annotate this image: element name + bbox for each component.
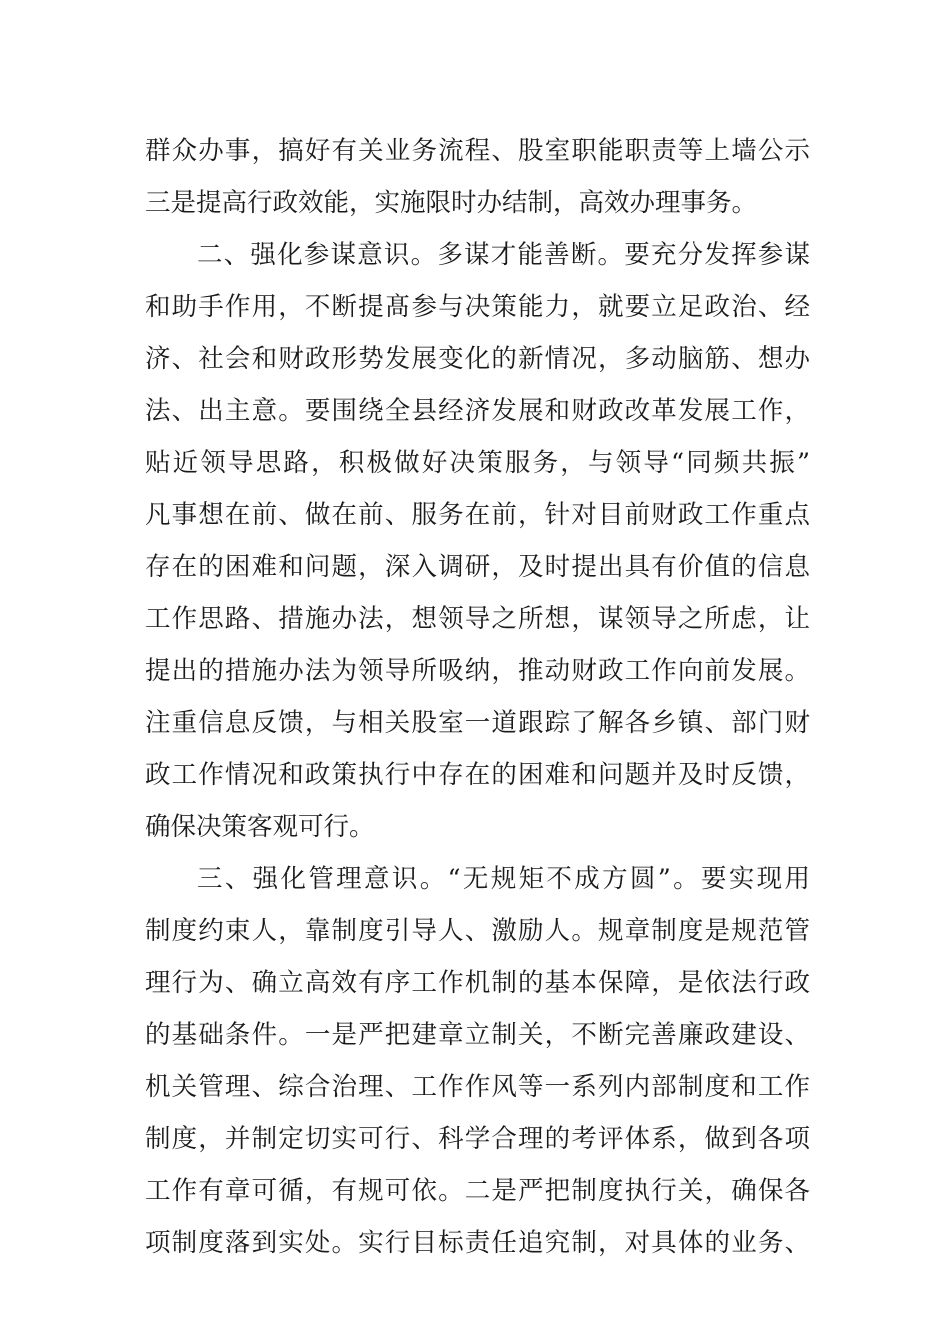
text-line: 项制度落到实处。实行目标责任追究制，对具体的业务、 [145, 1228, 810, 1258]
text-line: 群众办事，搞好有关业务流程、股室职能职责等上墙公示 [145, 136, 810, 166]
text-line: 贴近领导思路，积极做好决策服务，与领导“同频共振” [145, 448, 810, 478]
text-line: 政工作情况和政策执行中存在的困难和问题并及时反馈， [145, 760, 810, 790]
text-line: 凡事想在前、做在前、服务在前，针对目前财政工作重点 [145, 500, 810, 530]
text-line: 制度约束人，靠制度引导人、激励人。规章制度是规范管 [145, 916, 810, 946]
text-line: 注重信息反馈，与相关股室一道跟踪了解各乡镇、部门财 [145, 708, 810, 738]
body-text [145, 125, 810, 1269]
text-line: 确保决策客观可行。 [145, 812, 375, 842]
text-line: 制度，并制定切实可行、科学合理的考评体系，做到各项 [145, 1124, 810, 1154]
text-line: 提出的措施办法为领导所吸纳，推动财政工作向前发展。 [145, 656, 810, 686]
text-line: 济、社会和财政形势发展变化的新情况，多动脑筋、想办 [145, 344, 810, 374]
text-line: 工作有章可循，有规可依。二是严把制度执行关，确保各 [145, 1176, 810, 1206]
text-line: 和助手作用，不断提髙参与决策能力，就要立足政治、经 [145, 292, 810, 322]
text-line: 三是提高行政效能，实施限时办结制，高效办理事务。 [145, 188, 758, 218]
text-line: 的基础条件。一是严把建章立制关，不断完善廉政建设、 [145, 1020, 810, 1050]
paragraph-start-line: 三、强化管理意识。“无规矩不成方圆”。要实现用 [197, 864, 810, 894]
text-line: 法、出主意。要围绕全县经济发展和财政改革发展工作， [145, 396, 810, 426]
text-line: 工作思路、措施办法，想领导之所想，谋领导之所虑，让 [145, 604, 810, 634]
text-line: 机关管理、综合治理、工作作风等一系列内部制度和工作 [145, 1072, 810, 1102]
paragraph-start-line: 二、强化参谋意识。多谋才能善断。要充分发挥参谋 [197, 240, 810, 270]
text-line: 理行为、确立高效有序工作机制的基本保障，是依法行政 [145, 968, 810, 998]
text-line: 存在的困难和问题，深入调研，及时提出具有价值的信息 [145, 552, 810, 582]
